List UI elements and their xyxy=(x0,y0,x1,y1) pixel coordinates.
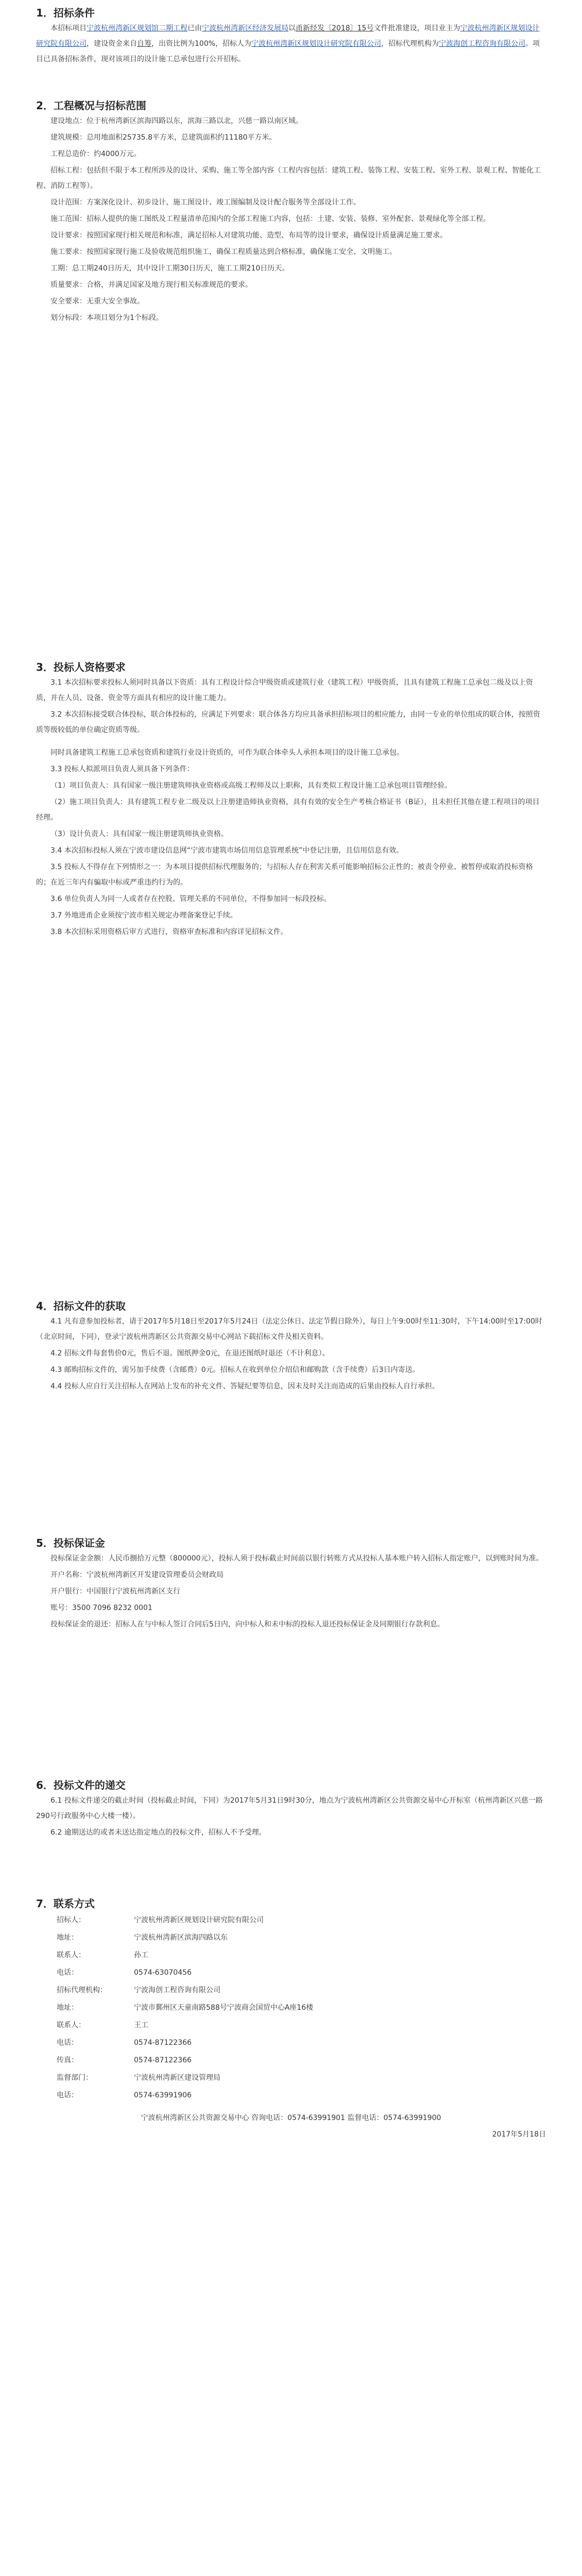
section-bidder-qualification xyxy=(36,659,546,941)
contact-row: 联系人： 王工 xyxy=(57,2021,148,2029)
section-heading: 4．招标文件的获取 xyxy=(36,1300,126,1312)
section-project-overview xyxy=(36,98,546,327)
section-heading: 3．投标人资格要求 xyxy=(36,661,126,673)
overview-item: 工期：总工期240日历天，其中设计工期30日历天，施工工期210日历天。 xyxy=(50,264,289,273)
contact-row: 招标人： 宁波杭州湾新区规划设计研究院有限公司 xyxy=(57,1916,264,1924)
contact-row: 地址： 宁波市鄞州区天童南路588号宁波商会国贸中心A座16楼 xyxy=(57,2004,314,2012)
overview-item: 施工要求：按照国家现行施工及验收规范组织施工，确保工程质量达到合格标准，确保施工安全、文明施工。 xyxy=(50,248,397,256)
contact-row: 监督部门： 宁波杭州湾新区建设管理局 xyxy=(57,2074,220,2082)
contact-row: 地址： 宁波杭州湾新区滨海四路以东 xyxy=(57,1934,228,1942)
footer-date: 2017年5月18日 xyxy=(492,2130,546,2139)
overview-item: 工程总造价：约4000万元。 xyxy=(50,150,141,158)
overview-item: 施工范围：招标人提供的施工图纸及工程量清单范围内的全部工程施工内容，包括：土建、安装、装修、室外配套、景观绿化等全部工程。 xyxy=(50,215,490,223)
contact-row: 传真： 0574-87122366 xyxy=(57,2056,192,2064)
acquisition-item: 4.1 凡有意参加投标者，请于2017年5月18日至2017年5月24日（法定公休日、法定节假日除外），每日上午9:00时至11:30时，下午14:00时至17:00时（北京时间，下同），登录宁波杭州湾新区公共资源交易中心网站下载招标文件及相关资料。 xyxy=(36,1317,542,1341)
owner-link[interactable]: 宁波杭州湾新区规划设计研究院有限公司 xyxy=(36,24,540,48)
overview-item: 建筑规模：总用地面积25735.8平方米，总建筑面积约11180平方米。 xyxy=(50,133,277,142)
qualification-item: （1）项目负责人：具有国家一级注册建筑师执业资格或高级工程师及以上职称，具有类似工程设计施工总承包项目管理经验。 xyxy=(50,782,452,790)
qualification-item: （2）施工项目负责人：具有建筑工程专业二级及以上注册建造师执业资格，具有有效的安全生产考核合格证书（B证），且未担任其他在建工程项目的项目经理。 xyxy=(36,798,540,822)
qualification-item: 3.4 本次招标投标人须在宁波市建设信息网“宁波市建筑市场信用信息管理系统”中登记注册，且信用信息有效。 xyxy=(50,846,404,855)
overview-item: 设计范围：方案深化设计、初步设计、施工图设计、竣工图编制及设计配合服务等全部设计工作。 xyxy=(50,198,361,207)
qualification-item: 3.1 本次招标要求投标人须同时具备以下资质：具有工程设计综合甲级资质或建筑行业（建筑工程）甲级资质，且具有建筑工程施工总承包二级及以上资质，并在人员、设备、资金等方面具有相应的设计施工能力。 xyxy=(36,679,533,702)
bond-item: 投标保证金的退还：招标人在与中标人签订合同后5日内，向中标人和未中标的投标人退还投标保证金及同期银行存款利息。 xyxy=(50,1620,444,1629)
qualification-item: 3.7 外地进甬企业须按宁波市相关规定办理备案登记手续。 xyxy=(50,911,237,920)
agent-link[interactable]: 宁波海创工程咨询有限公司 xyxy=(439,40,526,48)
qualification-item: 3.3 投标人拟派项目负责人须具备下列条件： xyxy=(50,765,194,773)
acquisition-item: 4.4 投标人应自行关注招标人在网站上发布的补充文件、答疑纪要等信息，因未及时关注而造成的后果由投标人自行承担。 xyxy=(50,1382,439,1391)
acquisition-item: 4.3 邮购招标文件的，需另加手续费（含邮费）0元。招标人在收到单位介绍信和邮购款（含手续费）后3日内寄送。 xyxy=(50,1366,420,1374)
section-heading: 7．联系方式 xyxy=(36,1897,95,1910)
overview-item: 建设地点：位于杭州湾新区滨海四路以东，滨海三路以北，兴慈一路以南区域。 xyxy=(50,117,303,125)
overview-item: 安全要求：无重大安全事故。 xyxy=(50,297,144,306)
section-bid-bond xyxy=(36,1535,546,1633)
qualification-item: 3.5 投标人不得存在下列情形之一：为本项目提供招标代理服务的；与招标人存在利害关系可能影响招标公正性的；被责令停业、被暂停或取消投标资格的；在近三年内有骗取中标或严重违约行为的。 xyxy=(36,863,533,887)
section-heading: 1．招标条件 xyxy=(36,7,95,19)
qualification-item: （3）设计负责人：具有国家一级注册建筑师执业资格。 xyxy=(50,830,228,838)
qualification-item: 3.6 单位负责人为同一人或者存在控股、管理关系的不同单位，不得参加同一标段投标。 xyxy=(50,895,331,903)
contact-row: 联系人： 孙工 xyxy=(57,1951,148,1959)
bond-bank: 开户银行：中国银行宁波杭州湾新区支行 xyxy=(50,1587,180,1596)
qualification-item: 同时具备建筑工程施工总承包资质和建筑行业设计资质的，可作为联合体牵头人承担本项目的设计施工总承包。 xyxy=(50,749,404,757)
footer-line: 宁波杭州湾新区公共资源交易中心 咨询电话：0574-63991901 监督电话：0574-63991900 xyxy=(141,2114,441,2122)
section-heading: 5．投标保证金 xyxy=(36,1537,105,1549)
qualification-item: 3.2 本次招标接受联合体投标，联合体投标的，应满足下列要求：联合体各方均应具备承担招标项目的相应能力，由同一专业的单位组成的联合体，按照资质等级较低的单位确定资质等级。 xyxy=(36,710,540,734)
section-contact xyxy=(36,1896,546,2143)
overview-item: 划分标段：本项目划分为1个标段。 xyxy=(50,314,163,322)
contact-row: 招标代理机构： 宁波海创工程咨询有限公司 xyxy=(57,1986,220,1994)
contact-row: 电话： 0574-63991906 xyxy=(57,2091,192,2099)
overview-item: 质量要求：合格，并满足国家及地方现行相关标准规范的要求。 xyxy=(50,281,252,289)
overview-item: 招标工程：包括但不限于本工程所涉及的设计、采购、施工等全部内容（工程内容包括：建筑工程、装饰工程、安装工程、室外工程、景观工程、智能化工程、消防工程等）。 xyxy=(36,166,541,190)
bond-item: 投标保证金金额：人民币捌拾万元整（800000元），投标人须于投标截止时间前以银行转账方式从投标人基本账户转入招标人指定账户，以到账时间为准。 xyxy=(50,1554,543,1563)
overview-item: 设计要求：按照国家现行相关规范和标准，满足招标人对建筑功能、造型、布局等的设计要求，确保设计质量满足施工要求。 xyxy=(50,231,447,240)
section-document-acquisition xyxy=(36,1298,546,1395)
project-name-link[interactable]: 宁波杭州湾新区规划馆二期工程 xyxy=(87,24,187,32)
section-heading: 6．投标文件的递交 xyxy=(36,1779,126,1791)
section-heading: 2．工程概况与招标范围 xyxy=(36,99,146,112)
submission-item: 6.1 投标文件递交的截止时间（投标截止时间，下同）为2017年5月31日9时30分，地点为宁波杭州湾新区公共资源交易中心开标室（杭州湾新区兴慈一路290号行政服务中心大楼一楼）。 xyxy=(36,1797,543,1820)
contact-row: 电话： 0574-87122366 xyxy=(57,2039,192,2047)
tenderer-link[interactable]: 宁波杭州湾新区规划设计研究院有限公司 xyxy=(251,40,382,48)
qualification-item: 3.8 本次招标采用资格后审方式进行，资格审查标准和内容详见招标文件。 xyxy=(50,928,288,936)
approver-link[interactable]: 宁波杭州湾新区经济发展局 xyxy=(202,24,288,32)
tender-conditions-paragraph: 本招标项目宁波杭州湾新区规划馆二期工程已由宁波杭州湾新区经济发展局以甬新经发〔2018〕15号文件批准建设，项目业主为宁波杭州湾新区规划设计研究院有限公司，建设资金来自自筹，出资比例为100%，招标人为宁波杭州湾新区规划设计研究院有限公司，招标代理机构为宁波海创工程咨询有限公司。项目已具备招标条件，现对该项目的设计施工总承包进行公开招标。 xyxy=(36,24,540,63)
acquisition-item: 4.2 招标文件每套售价0元，售后不退。图纸押金0元，在退还图纸时退还（不计利息）。 xyxy=(50,1349,330,1358)
section-tender-conditions xyxy=(36,5,546,68)
bond-account-number: 账号：3500 7096 8232 0001 xyxy=(50,1604,152,1612)
bond-account-name: 开户名称：宁波杭州湾新区开发建设管理委员会财政局 xyxy=(50,1571,224,1579)
contact-row: 电话： 0574-63070456 xyxy=(57,1969,192,1977)
section-bid-submission xyxy=(36,1777,546,1841)
submission-item: 6.2 逾期送达的或者未送达指定地点的投标文件，招标人不予受理。 xyxy=(50,1828,266,1837)
